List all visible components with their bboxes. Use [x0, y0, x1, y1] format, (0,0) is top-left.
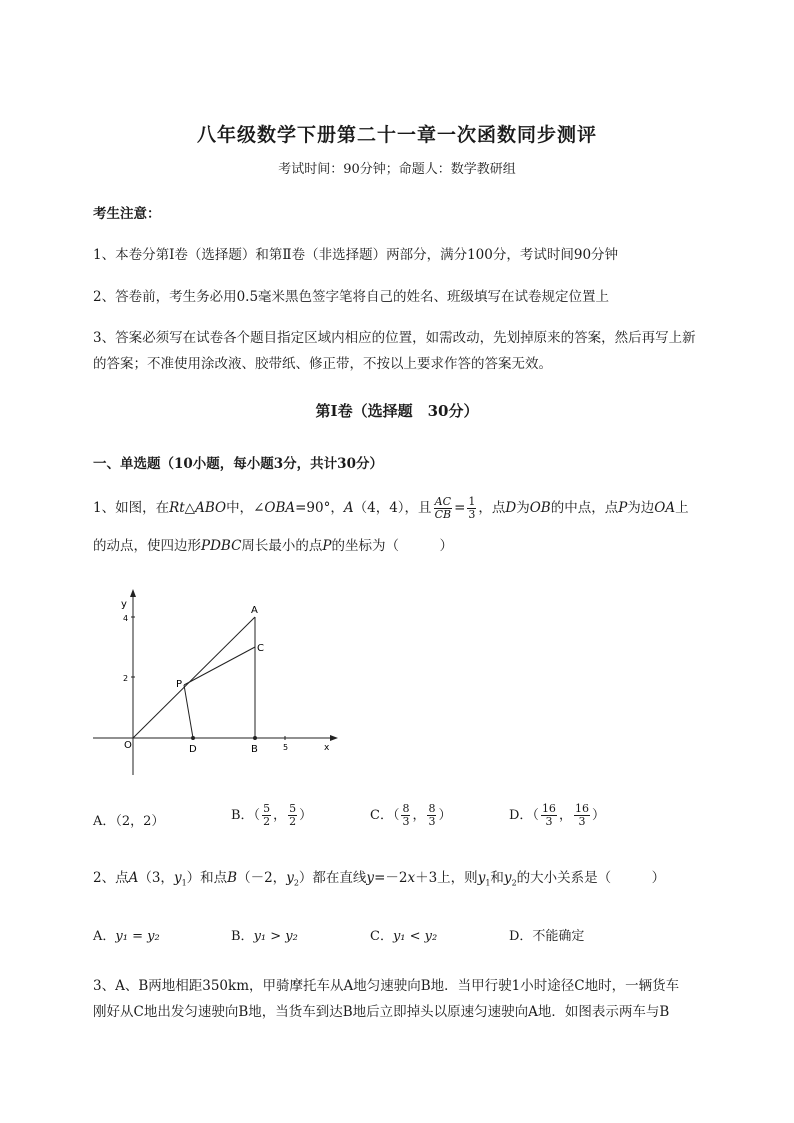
tick-2: 2	[123, 674, 129, 683]
question-1-line-2: 的动点，使四边形PDBC周长最小的点P的坐标为（ ）	[93, 538, 454, 554]
q1-option-d[interactable]: D．（ $\frac{16}{3}$ ， $\frac{16}{3}$ ）	[509, 802, 605, 828]
section-title: 第I卷（选择题 30分）	[315, 402, 479, 420]
q2-option-c[interactable]: C．y₁ < y₂	[370, 929, 438, 944]
segment-pd	[184, 685, 193, 738]
label-c: C	[257, 643, 264, 654]
question-2: 2、点A（3，$y_1$）和点B（－2，$y_2$）都在直线y=－2x＋3上，则$y_1$和$y_2$的大小关系是（ ）	[93, 870, 666, 888]
label-o: O	[124, 740, 132, 751]
tick-4: 4	[123, 614, 129, 623]
question-3-line-2: 刚好从C地出发匀速驶向B地，当货车到达B地后立即掉头以原速匀速驶向A地．如图表示两车与B	[93, 1004, 670, 1020]
notice-item-2: 2、答卷前，考生务必用0.5毫米黑色签字笔将自己的姓名、班级填写在试卷规定位置上	[93, 289, 610, 305]
notice-item-3: 3、答案必须写在试卷各个题目指定区域内相应的位置，如需改动，先划掉原来的答案，然后再写上新	[93, 330, 696, 346]
question-1-figure	[88, 585, 348, 785]
x-axis-arrow	[330, 735, 338, 741]
q1-option-a[interactable]: A．（2，2）	[93, 814, 165, 829]
tick-5: 5	[283, 743, 289, 752]
question-3-line-1: 3、A、B两地相距350km，甲骑摩托车从A地匀速驶向B地．当甲行驶1小时途径C地时，一辆货车	[93, 978, 680, 994]
label-y: y	[121, 599, 127, 610]
notice-heading: 考生注意：	[93, 206, 161, 222]
label-d: D	[189, 744, 197, 755]
exam-info: 考试时间：90分钟；命题人：数学教研组	[278, 162, 516, 177]
q2-option-b[interactable]: B．y₁ > y₂	[231, 929, 298, 944]
page-title: 八年级数学下册第二十一章一次函数同步测评	[196, 124, 597, 146]
q1-option-b[interactable]: B．（ $\frac{5}{2}$ ， $\frac{5}{2}$ ）	[231, 802, 313, 828]
y-axis-arrow	[130, 589, 136, 597]
notice-item-1: 1、本卷分第I卷（选择题）和第Ⅱ卷（非选择题）两部分，满分100分，考试时间90分钟	[93, 247, 619, 263]
q2-option-a[interactable]: A．y₁ = y₂	[93, 929, 160, 944]
question-1-line-1: 1、如图，在Rt△ABO中，∠OBA=90°，A（4，4），且 $\frac{AC}{CB}$ = $\frac{1}{3}$ ，点D为OB的中点，点P为边OA上	[93, 495, 689, 521]
one-third-fraction: $\frac{1}{3}$	[468, 495, 476, 521]
part-heading: 一、单选题（10小题，每小题3分，共计30分）	[93, 456, 383, 472]
ratio-fraction: $\frac{AC}{CB}$	[434, 495, 452, 521]
label-x: x	[324, 743, 330, 753]
q2-option-d[interactable]: D．不能确定	[509, 929, 585, 944]
label-a: A	[251, 605, 258, 616]
label-p: P	[176, 679, 183, 690]
label-b: B	[251, 744, 258, 755]
notice-item-3-cont: 的答案；不准使用涂改液、胶带纸、修正带，不按以上要求作答的答案无效。	[93, 356, 552, 372]
segment-oa	[133, 617, 255, 738]
q1-option-c[interactable]: C．（ $\frac{8}{3}$ ， $\frac{8}{3}$ ）	[370, 802, 452, 828]
